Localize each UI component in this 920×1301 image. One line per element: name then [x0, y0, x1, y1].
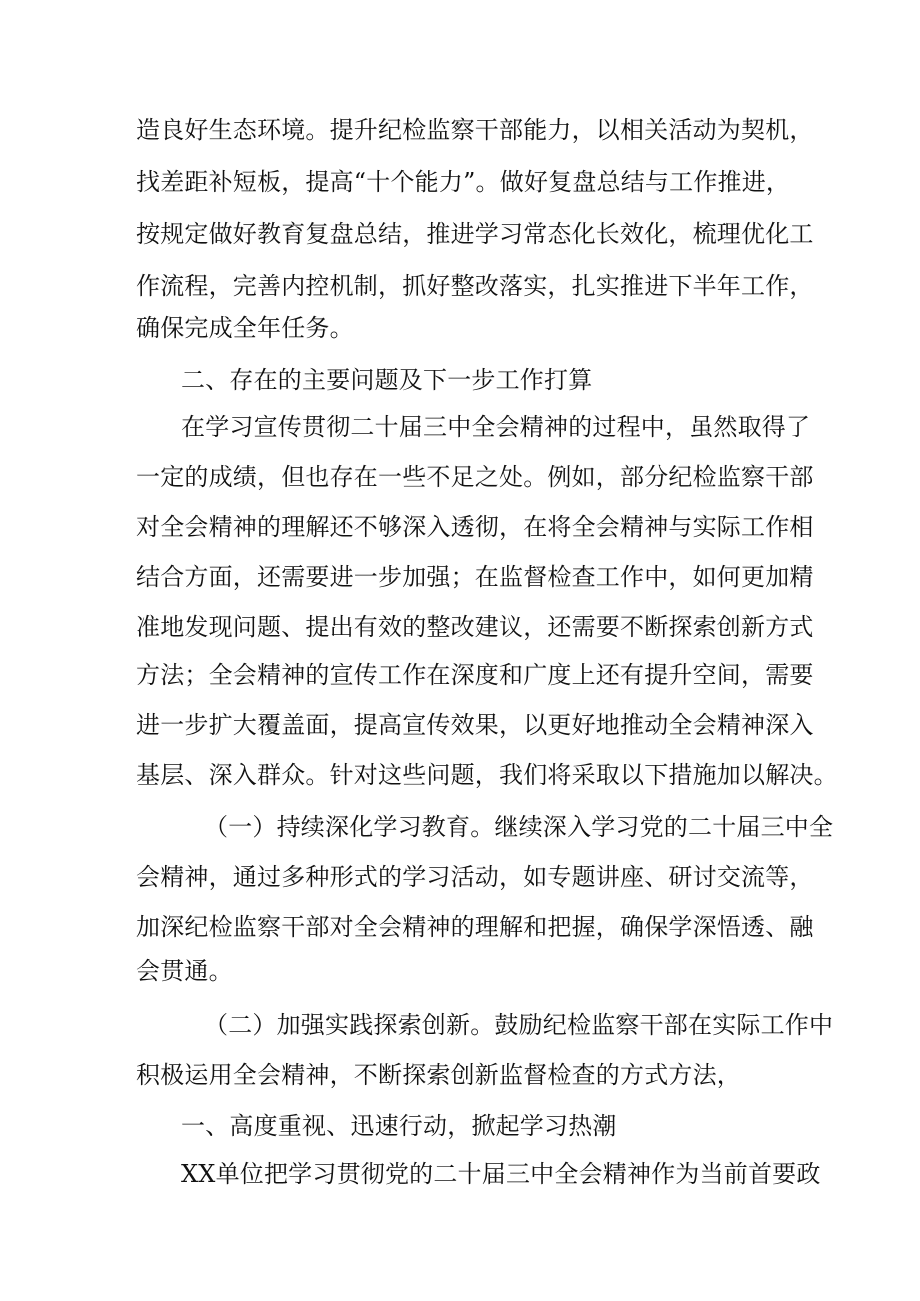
text-line: 会贯通。 [136, 957, 233, 985]
text-line: 确保完成全年任务。 [136, 314, 354, 342]
text-line: 加深纪检监察干部对全会精神的理解和把握，确保学深悟透、融 [136, 913, 814, 941]
text-line: 方法；全会精神的宣传工作在深度和广度上还有提升空间，需要 [136, 661, 814, 689]
text-line: 一定的成绩，但也存在一些不足之处。例如，部分纪检监察干部 [136, 463, 814, 491]
text-line: XX单位把学习贯彻党的二十届三中全会精神作为当前首要政 [181, 1160, 821, 1188]
text-line: 作流程，完善内控机制，抓好整改落实，扎实推进下半年工作， [136, 272, 814, 300]
text-line: 进一步扩大覆盖面，提高宣传效果，以更好地推动全会精神深入 [136, 711, 814, 739]
text-line: 造良好生态环境。提升纪检监察干部能力，以相关活动为契机， [136, 116, 814, 144]
text-line: 对全会精神的理解还不够深入透彻，在将全会精神与实际工作相 [136, 513, 814, 541]
section-heading: 二、存在的主要问题及下一步工作打算 [181, 366, 593, 394]
text-line: 基层、深入群众。针对这些问题，我们将采取以下措施加以解决。 [136, 761, 838, 789]
text-line: 在学习宣传贯彻二十届三中全会精神的过程中，虽然取得了 [181, 413, 811, 441]
text-line: 按规定做好教育复盘总结，推进学习常态化长效化，梳理优化工 [136, 220, 814, 248]
subsection-line: （一）持续深化学习教育。继续深入学习党的二十届三中全 [204, 813, 834, 841]
text-line: 结合方面，还需要进一步加强；在监督检查工作中，如何更加精 [136, 563, 814, 591]
section-heading: 一、高度重视、迅速行动，掀起学习热潮 [181, 1112, 617, 1140]
text-line: 积极运用全会精神，不断探索创新监督检查的方式方法， [136, 1061, 741, 1089]
text-line: 找差距补短板，提高“十个能力”。做好复盘总结与工作推进， [136, 168, 791, 196]
text-line: 会精神，通过多种形式的学习活动，如专题讲座、研讨交流等， [136, 863, 814, 891]
subsection-line: （二）加强实践探索创新。鼓励纪检监察干部在实际工作中 [204, 1011, 834, 1039]
text-line: 准地发现问题、提出有效的整改建议，还需要不断探索创新方式 [136, 613, 814, 641]
